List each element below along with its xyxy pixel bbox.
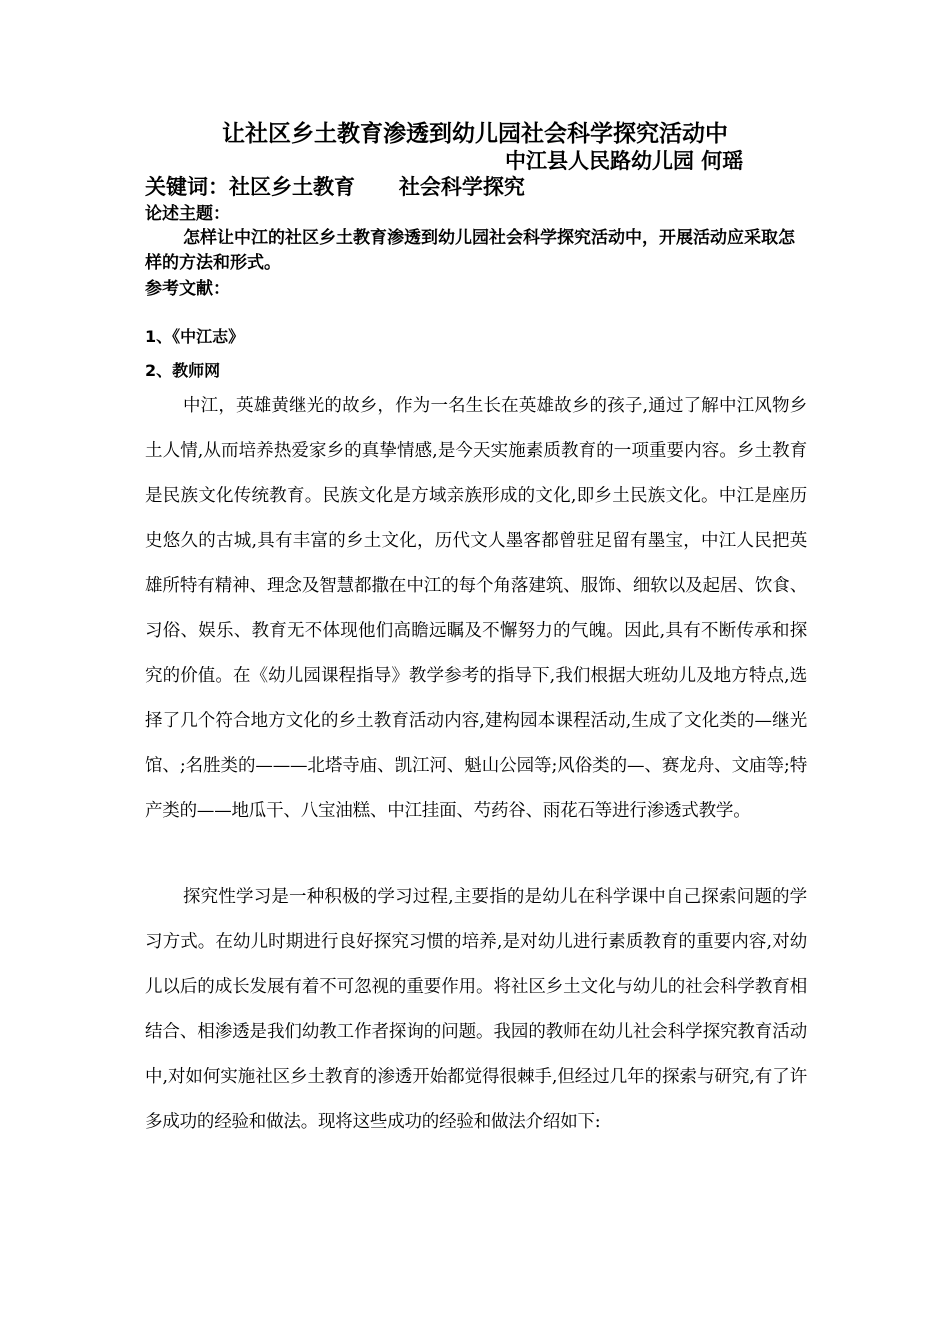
author-line: 中江县人民路幼儿园 何瑶 [505, 149, 744, 173]
thesis-text: 怎样让中江的社区乡土教育渗透到幼儿园社会科学探究活动中，开展活动应采取怎样的方法和形式。 [145, 228, 795, 273]
reference-item: 1、《中江志》 [145, 327, 245, 346]
body-paragraph: 探究性学习是一种积极的学习过程,主要指的是幼儿在科学课中自己探索问题的学习方式。在幼儿时期进行良好探究习惯的培养,是对幼儿进行素质教育的重要内容,对幼儿以后的成长发展有着不可忽视的重要作用。将社区乡土文化与幼儿的社会科学教育相结合、相渗透是我们幼教工作者探询的问题。我园的教师在幼儿社会科学探究教育活动中,对如何实施社区乡土教育的渗透开始都觉得很棘手,但经过几年的探索与研究,有了许多成功的经验和做法。现将这些成功的经验和做法介绍如下: [145, 887, 807, 1132]
document-title: 让社区乡土教育渗透到幼儿园社会科学探究活动中 [222, 121, 728, 147]
thesis-label: 论述主题： [145, 204, 230, 224]
reference-item: 2、教师网 [145, 361, 221, 380]
references-label: 参考文献： [145, 279, 230, 299]
body-paragraph: 中江，英雄黄继光的故乡，作为一名生长在英雄故乡的孩子,通过了解中江风物乡土人情,从而培养热爱家乡的真挚情感,是今天实施素质教育的一项重要内容。乡土教育是民族文化传统教育。民族文化是方域亲族形成的文化,即乡土民族文化。中江是座历史悠久的古城,具有丰富的乡土文化，历代文人墨客都曾驻足留有墨宝，中江人民把英雄所特有精神、理念及智慧都撒在中江的每个角落建筑、服饰、细软以及起居、饮食、习俗、娱乐、教育无不体现他们高瞻远瞩及不懈努力的气魄。因此,具有不断传承和探究的价值。在《幼儿园课程指导》教学参考的指导下,我们根据大班幼儿及地方特点,选择了几个符合地方文化的乡土教育活动内容,建构园本课程活动,生成了文化类的—继光馆、;名胜类的———北塔寺庙、凯江河、魁山公园等;风俗类的—、赛龙舟、文庙等;特产类的——地瓜干、八宝油糕、中江挂面、芍药谷、雨花石等进行渗透式教学。 [145, 396, 807, 821]
keywords-line: 关键词：社区乡土教育 社会科学探究 [145, 175, 525, 199]
